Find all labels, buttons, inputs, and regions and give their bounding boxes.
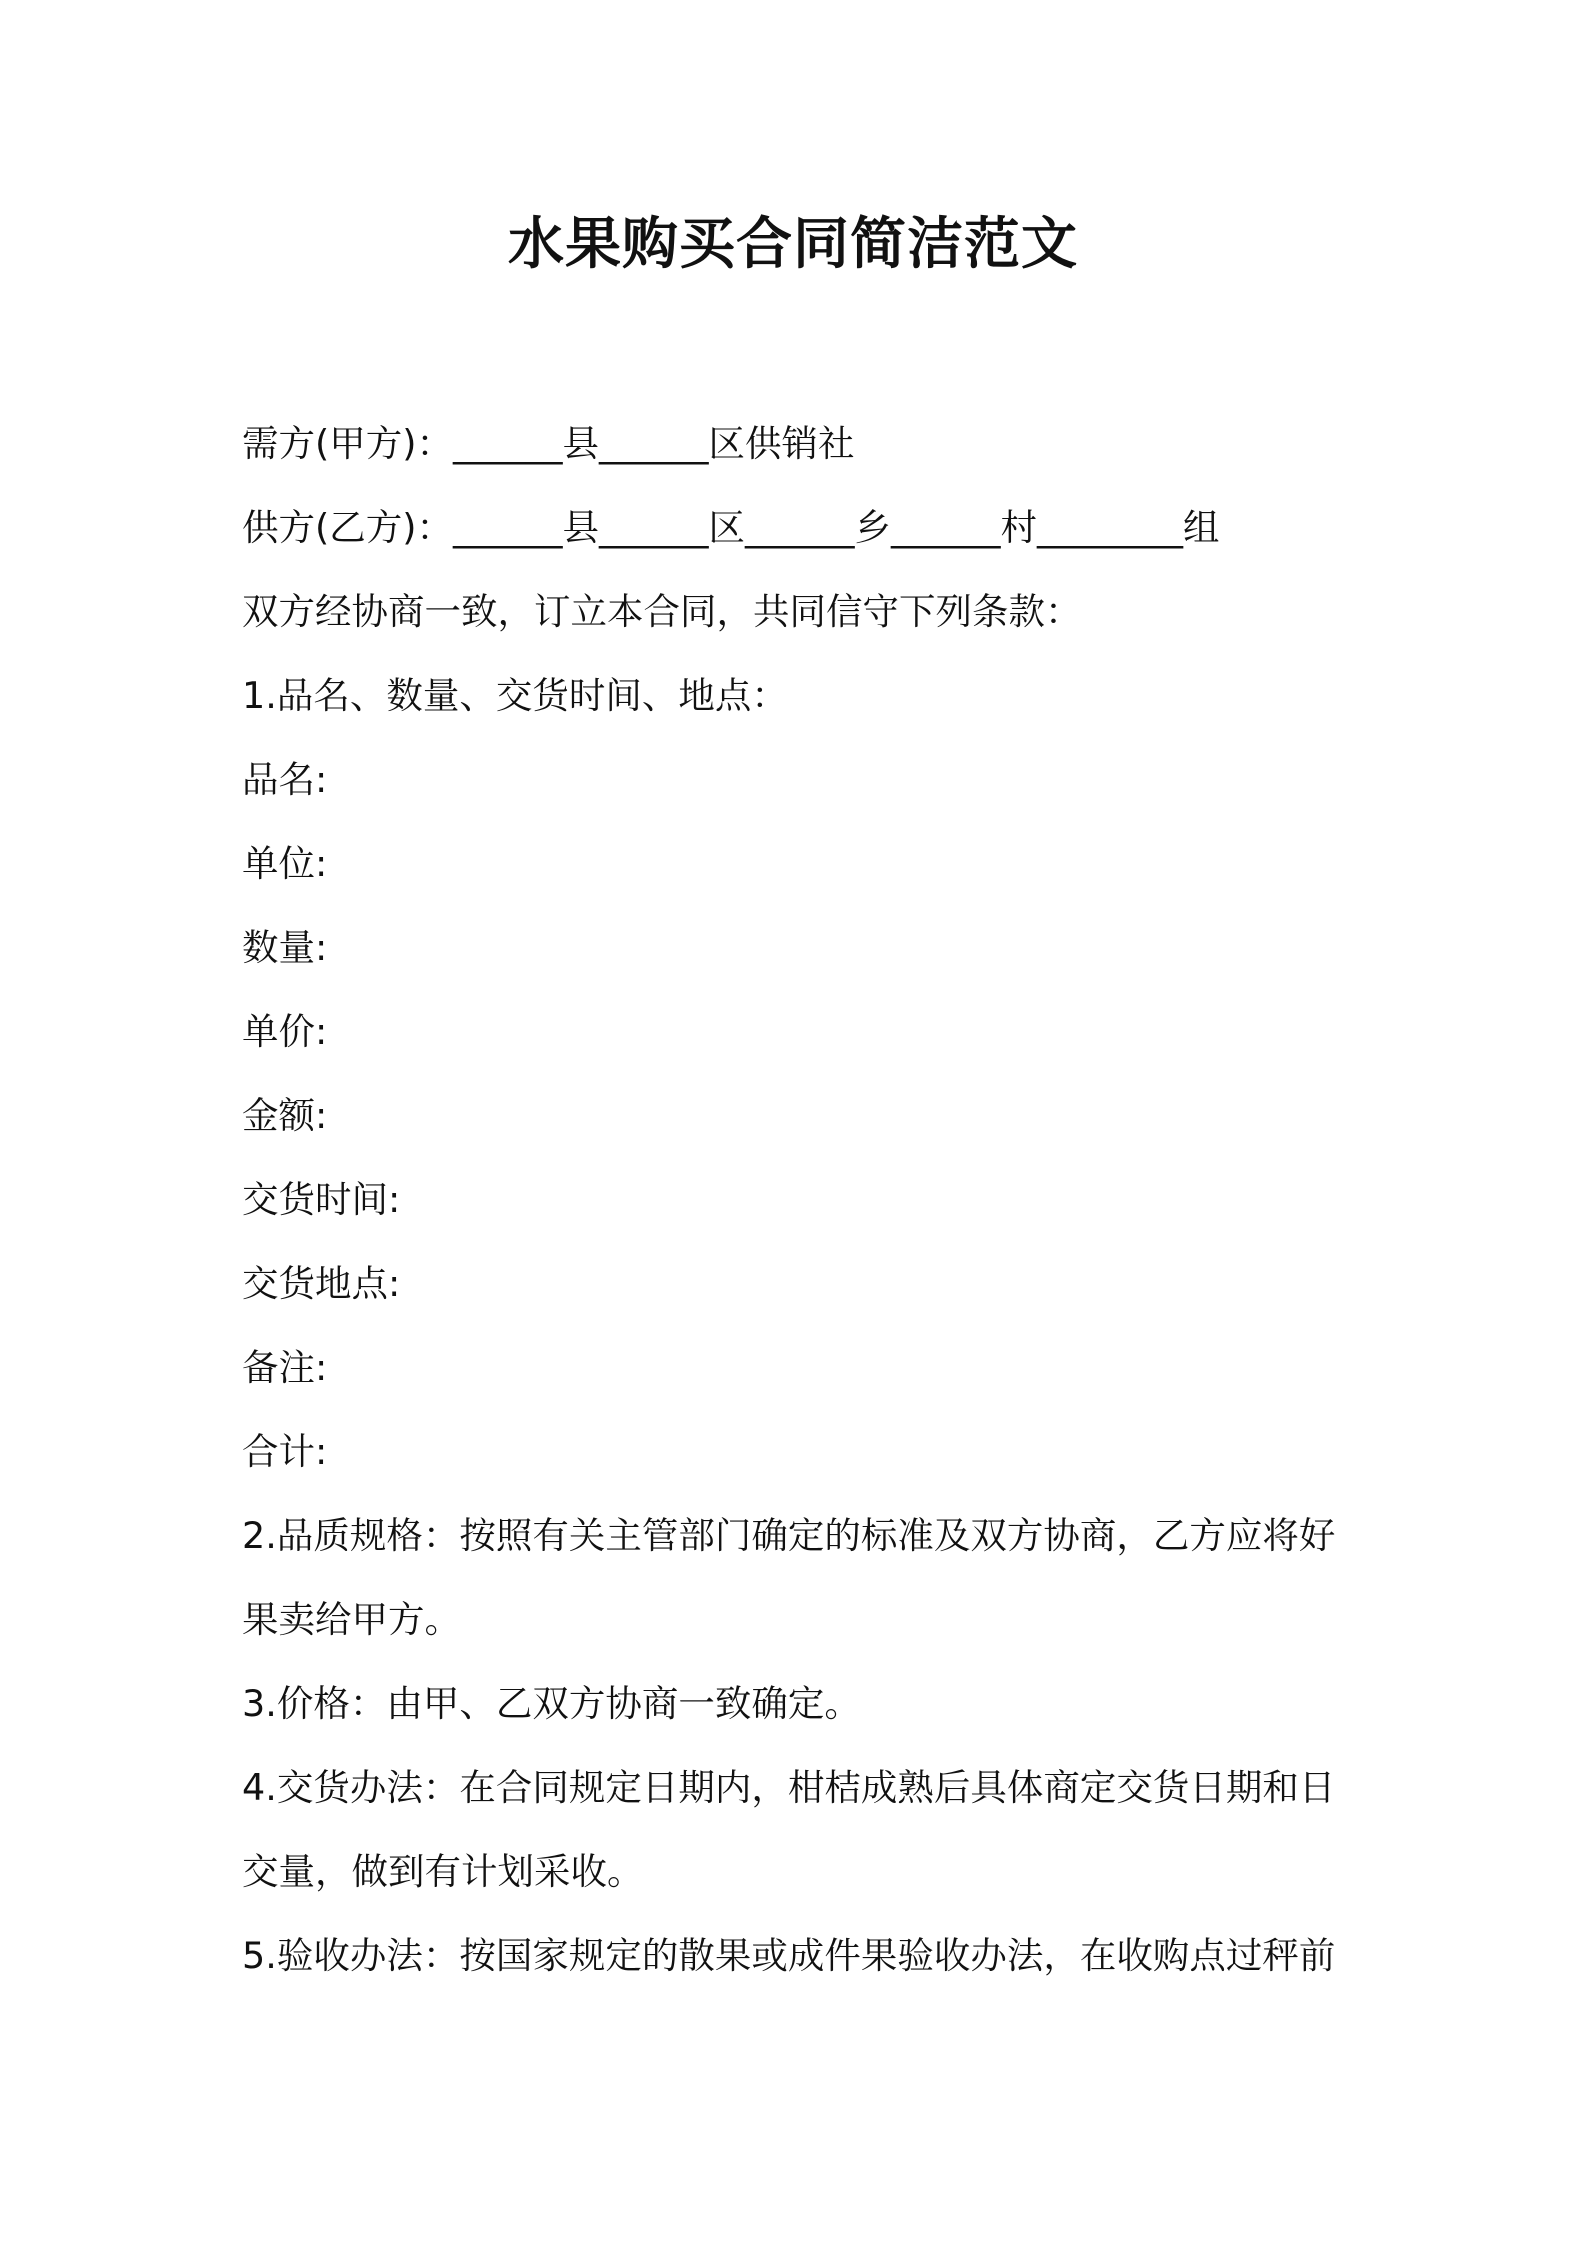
field-quantity: 数量: [242, 926, 328, 969]
party-b-line: 供方(乙方)：______县______区______乡______村________组 [242, 506, 1220, 549]
field-unit-price: 单价: [242, 1010, 328, 1053]
document-title: 水果购买合同简洁范文 [508, 212, 1078, 277]
field-unit: 单位: [242, 842, 328, 885]
clause-4-line-1: 4.交货办法：在合同规定日期内，柑桔成熟后具体商定交货日期和日 [242, 1766, 1336, 1809]
clause-2-line-1: 2.品质规格：按照有关主管部门确定的标准及双方协商，乙方应将好 [242, 1514, 1336, 1557]
party-a-line: 需方(甲方)：______县______区供销社 [242, 422, 855, 465]
field-product-name: 品名: [242, 758, 328, 801]
field-delivery-place: 交货地点: [242, 1262, 401, 1305]
agreement-intro: 双方经协商一致，订立本合同，共同信守下列条款： [242, 590, 1082, 633]
field-amount: 金额: [242, 1094, 328, 1137]
clause-2-line-2: 果卖给甲方。 [242, 1598, 461, 1641]
clause-3: 3.价格：由甲、乙双方协商一致确定。 [242, 1682, 861, 1725]
field-remarks: 备注: [242, 1346, 328, 1389]
clause-5-line-1: 5.验收办法：按国家规定的散果或成件果验收办法，在收购点过秤前 [242, 1934, 1336, 1977]
document-body [242, 402, 1362, 1998]
field-delivery-time: 交货时间: [242, 1178, 401, 1221]
clause-4-line-2: 交量，做到有计划采收。 [242, 1850, 644, 1893]
field-total: 合计: [242, 1430, 328, 1473]
clause-1-heading: 1.品名、数量、交货时间、地点： [242, 674, 788, 717]
